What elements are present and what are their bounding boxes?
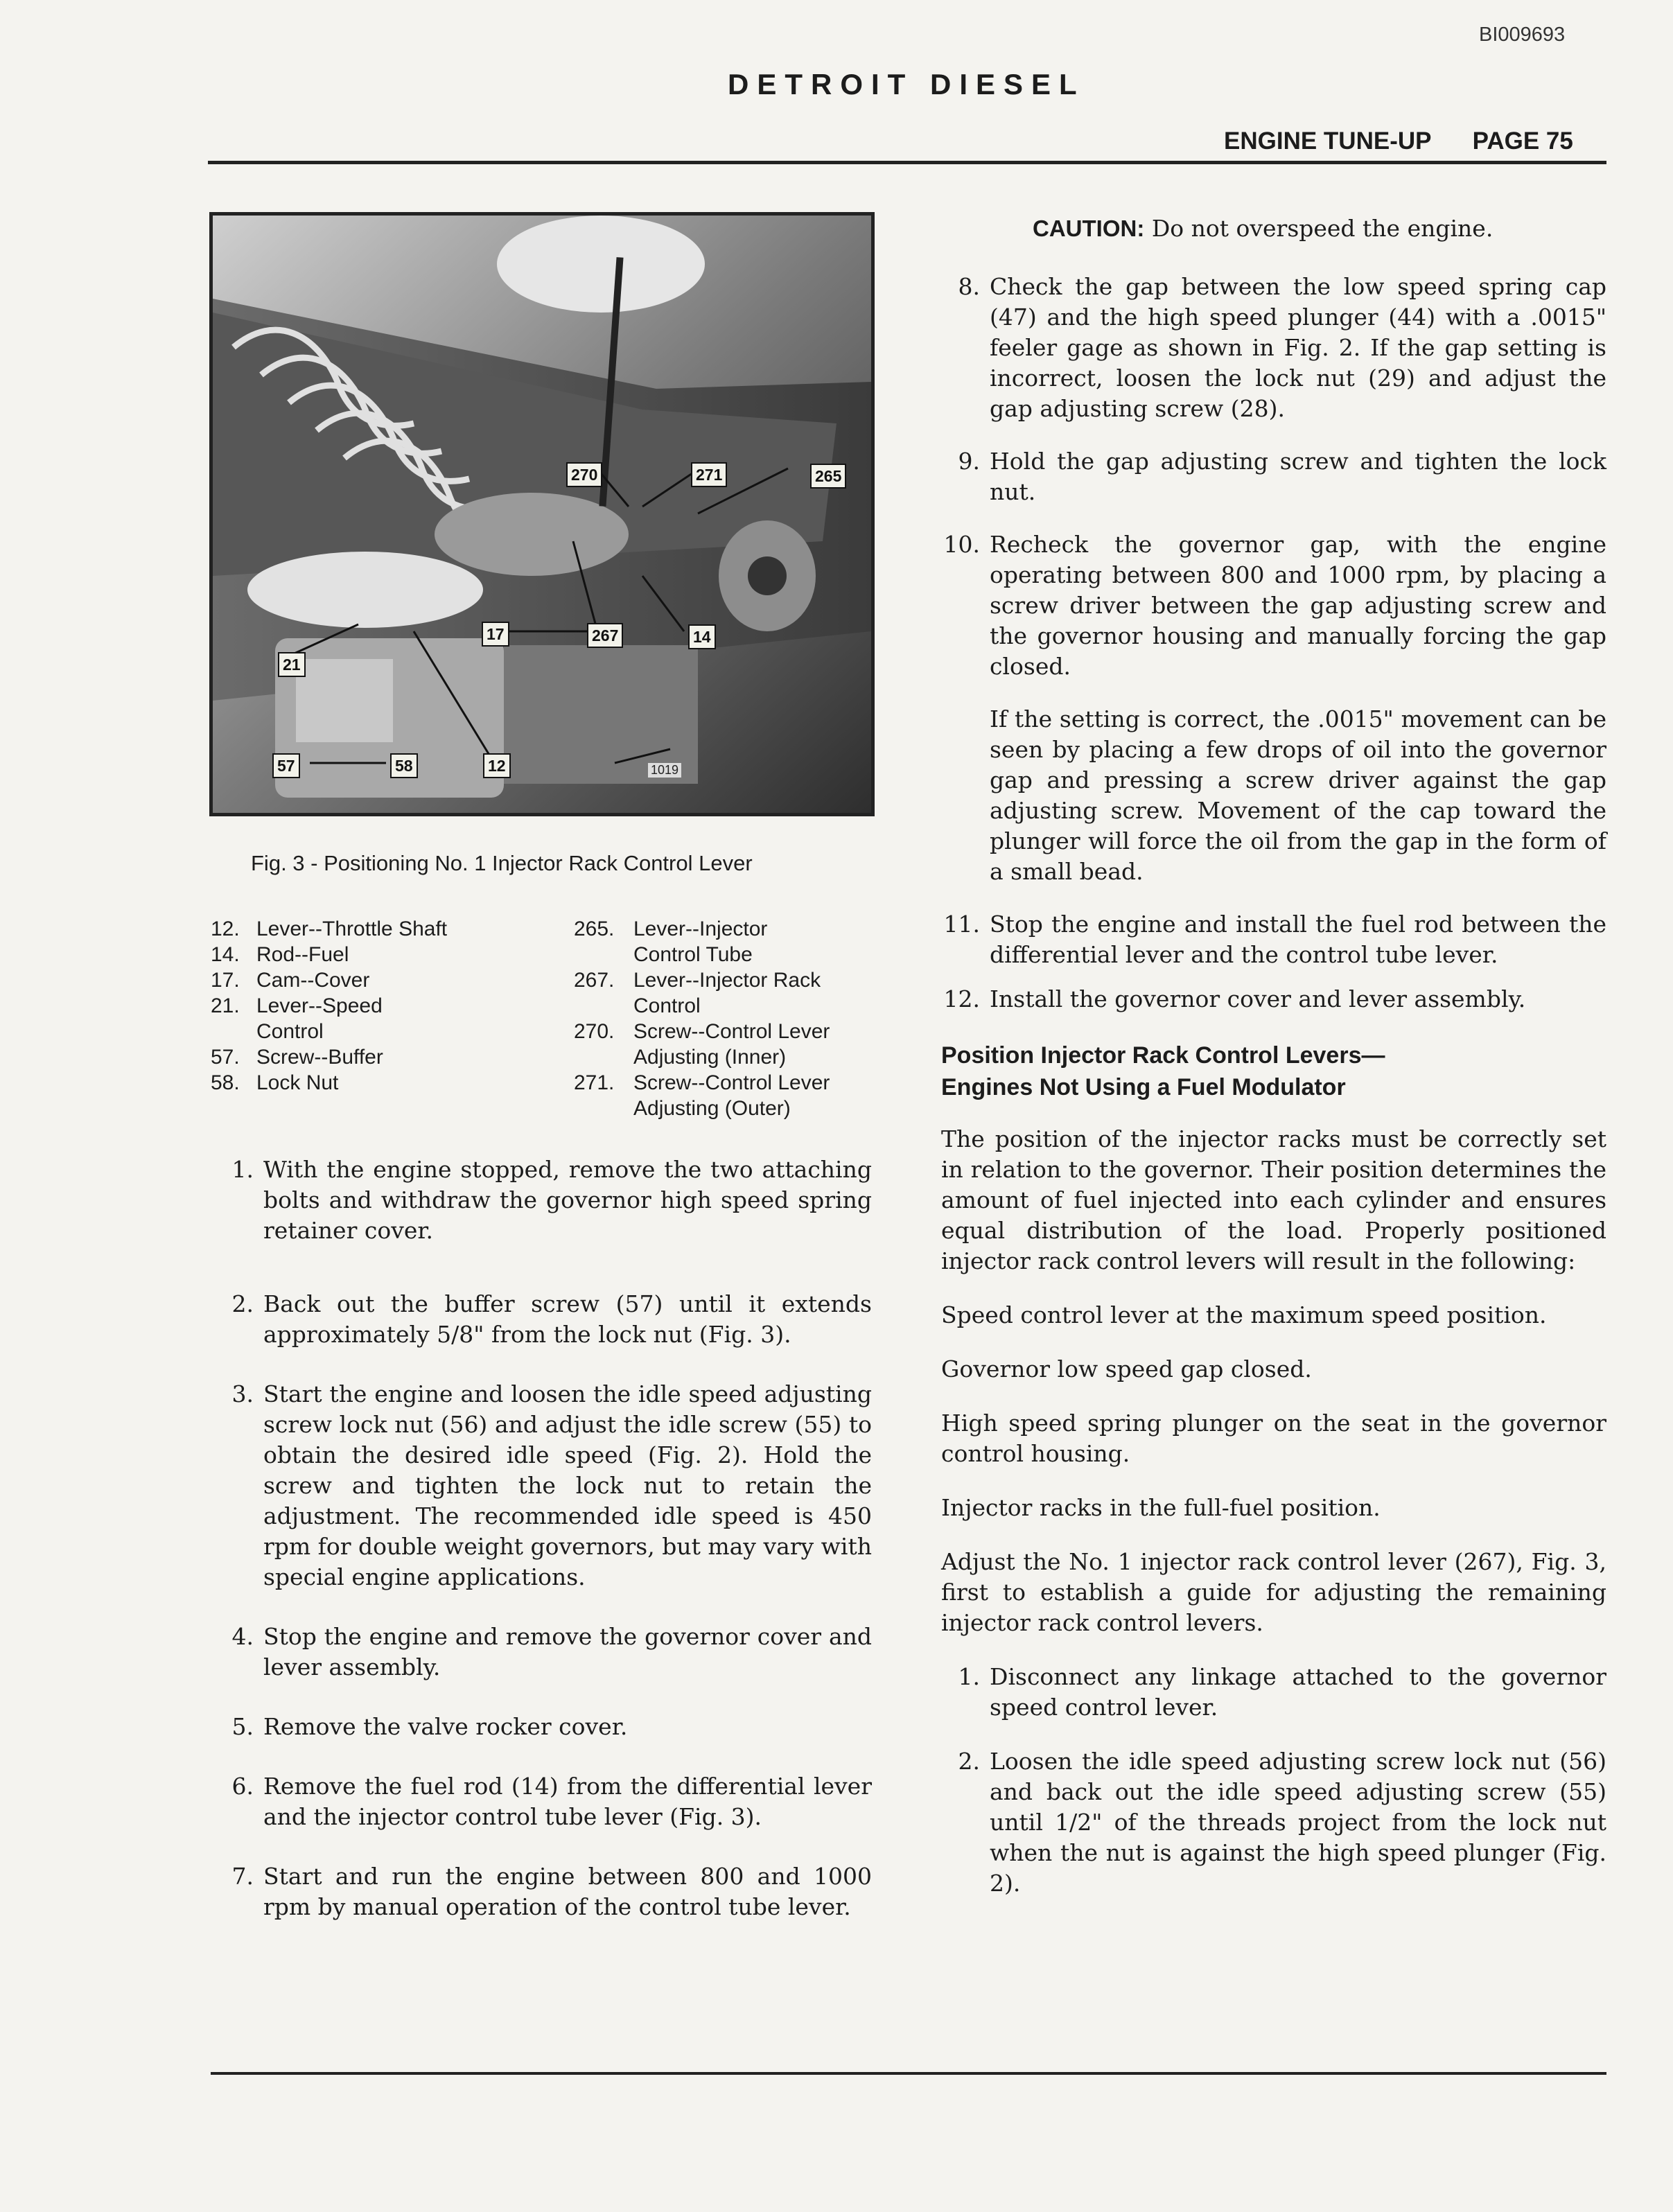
procedure-step: 10. Recheck the governor gap, with the engine operating between 800 and 1000 rpm, by placing a screw driver between the gap adjusting screw and the governor housing and manually forcing the gap closed.	[943, 531, 1606, 680]
legend-item-continuation: Control	[256, 1020, 324, 1043]
legend-item: 265. Lever--Injector	[574, 918, 768, 940]
procedure-step: 6. Remove the fuel rod (14) from the differential lever and the injector control tube lever (Fig. 3).	[231, 1773, 872, 1830]
procedure-step: 5. Remove the valve rocker cover.	[231, 1713, 628, 1740]
result-item: Injector racks in the full-fuel position.	[941, 1494, 1381, 1521]
legend-item: 270. Screw--Control Lever	[574, 1020, 830, 1043]
document-id: BI009693	[1479, 24, 1566, 46]
legend-item: 57. Screw--Buffer	[211, 1046, 383, 1069]
subsection-heading-line2: Engines Not Using a Fuel Modulator	[941, 1074, 1346, 1100]
brand-header: DETROIT DIESEL	[728, 68, 1085, 100]
legend-item-continuation: Adjusting (Outer)	[633, 1097, 791, 1120]
procedure-step: 11. Stop the engine and install the fuel rod between the differential lever and the control tube lever.	[943, 911, 1606, 968]
page-label: PAGE	[1472, 128, 1540, 155]
procedure-step: 4. Stop the engine and remove the governor cover and lever assembly.	[231, 1623, 872, 1680]
legend-item: 21. Lever--Speed	[211, 994, 383, 1017]
callout-21: 21	[278, 652, 306, 677]
caution-label: CAUTION:	[1033, 216, 1145, 241]
section-title: ENGINE TUNE-UP	[1224, 128, 1431, 155]
callout-58: 58	[390, 753, 418, 778]
body-paragraph: Adjust the No. 1 injector rack control lever (267), Fig. 3, first to establish a guide for adjusting the remaining injector rack control levers.	[941, 1548, 1606, 1636]
legend-item: 58. Lock Nut	[211, 1071, 339, 1094]
left-column-steps	[215, 1155, 872, 1922]
callout-265: 265	[810, 464, 846, 489]
legend-item-continuation: Control	[633, 994, 701, 1017]
procedure-step: 12. Install the governor cover and lever assembly.	[943, 985, 1526, 1012]
caution-text: Do not overspeed the engine.	[1151, 215, 1494, 242]
legend-item: 17. Cam--Cover	[211, 969, 370, 992]
procedure-step: 1. Disconnect any linkage attached to the governor speed control lever.	[958, 1663, 1606, 1721]
callout-57: 57	[272, 753, 300, 778]
procedure-step: 2. Loosen the idle speed adjusting screw lock nut (56) and back out the idle speed adjusting screw (55) until 1/2" of the threads project from the lock nut when the nut is against the high speed plunger (Fig. 2).	[958, 1748, 1606, 1897]
parts-legend-left	[211, 916, 447, 1096]
parts-legend-right	[574, 916, 830, 1121]
body-paragraph: The position of the injector racks must be correctly set in relation to the governor. Their position determines the amount of fuel injected into each cylinder and ensures equal distribution of the load. Properly positioned injector rack control levers will result in the following:	[941, 1125, 1606, 1274]
caution-note	[941, 213, 1606, 244]
callout-267: 267	[587, 623, 623, 648]
callout-271: 271	[691, 462, 727, 487]
photo-number: 1019	[648, 763, 681, 778]
procedure-note: If the setting is correct, the .0015" movement can be seen by placing a few drops of oil into the governor gap and pressing a screw driver against the gap adjusting screw. Movement of the cap toward the plunger will force the oil from the gap in the form of a small bead.	[990, 705, 1606, 885]
procedure-step: 1. With the engine stopped, remove the two attaching bolts and withdraw the governor high speed spring retainer cover.	[231, 1156, 872, 1244]
page-number: 75	[1545, 128, 1573, 155]
procedure-step: 3. Start the engine and loosen the idle speed adjusting screw lock nut (56) and adjust the idle screw (55) to obtain the desired idle speed (Fig. 2). Hold the screw and tighten the lock nut to retain the adjustment. The recommended idle speed is 450 rpm for double weight governors, but may vary with special engine applications.	[231, 1380, 872, 1590]
footer-rule	[211, 2072, 1606, 2075]
callout-270: 270	[566, 462, 602, 487]
legend-item: 271. Screw--Control Lever	[574, 1071, 830, 1094]
right-column	[941, 213, 1606, 1899]
procedure-step: 8. Check the gap between the low speed spring cap (47) and the high speed plunger (44) with a .0015" feeler gage as shown in Fig. 2. If the gap setting is incorrect, loosen the lock nut (29) and adjust the gap adjusting screw (28).	[958, 273, 1606, 422]
legend-item: 14. Rod--Fuel	[211, 943, 349, 966]
legend-item-continuation: Control Tube	[633, 943, 753, 966]
legend-item: 12. Lever--Throttle Shaft	[211, 918, 448, 940]
legend-item: 267. Lever--Injector Rack	[574, 969, 821, 992]
callout-14: 14	[688, 624, 716, 649]
result-item: High speed spring plunger on the seat in the governor control housing.	[941, 1410, 1606, 1467]
procedure-step: 7. Start and run the engine between 800 and 1000 rpm by manual operation of the control tube lever.	[231, 1863, 872, 1920]
result-item: Speed control lever at the maximum speed position.	[941, 1301, 1547, 1328]
legend-item-continuation: Adjusting (Inner)	[633, 1046, 787, 1069]
procedure-step: 9. Hold the gap adjusting screw and tighten the lock nut.	[958, 448, 1606, 505]
section-header	[1224, 128, 1573, 155]
callout-12: 12	[483, 753, 511, 778]
header-rule	[208, 161, 1606, 164]
figure-caption: Fig. 3 - Positioning No. 1 Injector Rack Control Lever	[251, 851, 753, 875]
engine-photo-illustration	[213, 216, 871, 813]
callout-17: 17	[482, 622, 509, 647]
subsection-heading-line1: Position Injector Rack Control Levers—	[941, 1042, 1385, 1069]
figure-3-photo	[209, 212, 875, 816]
result-item: Governor low speed gap closed.	[941, 1355, 1312, 1382]
procedure-step: 2. Back out the buffer screw (57) until it extends approximately 5/8" from the lock nut (Fig. 3).	[231, 1290, 872, 1348]
